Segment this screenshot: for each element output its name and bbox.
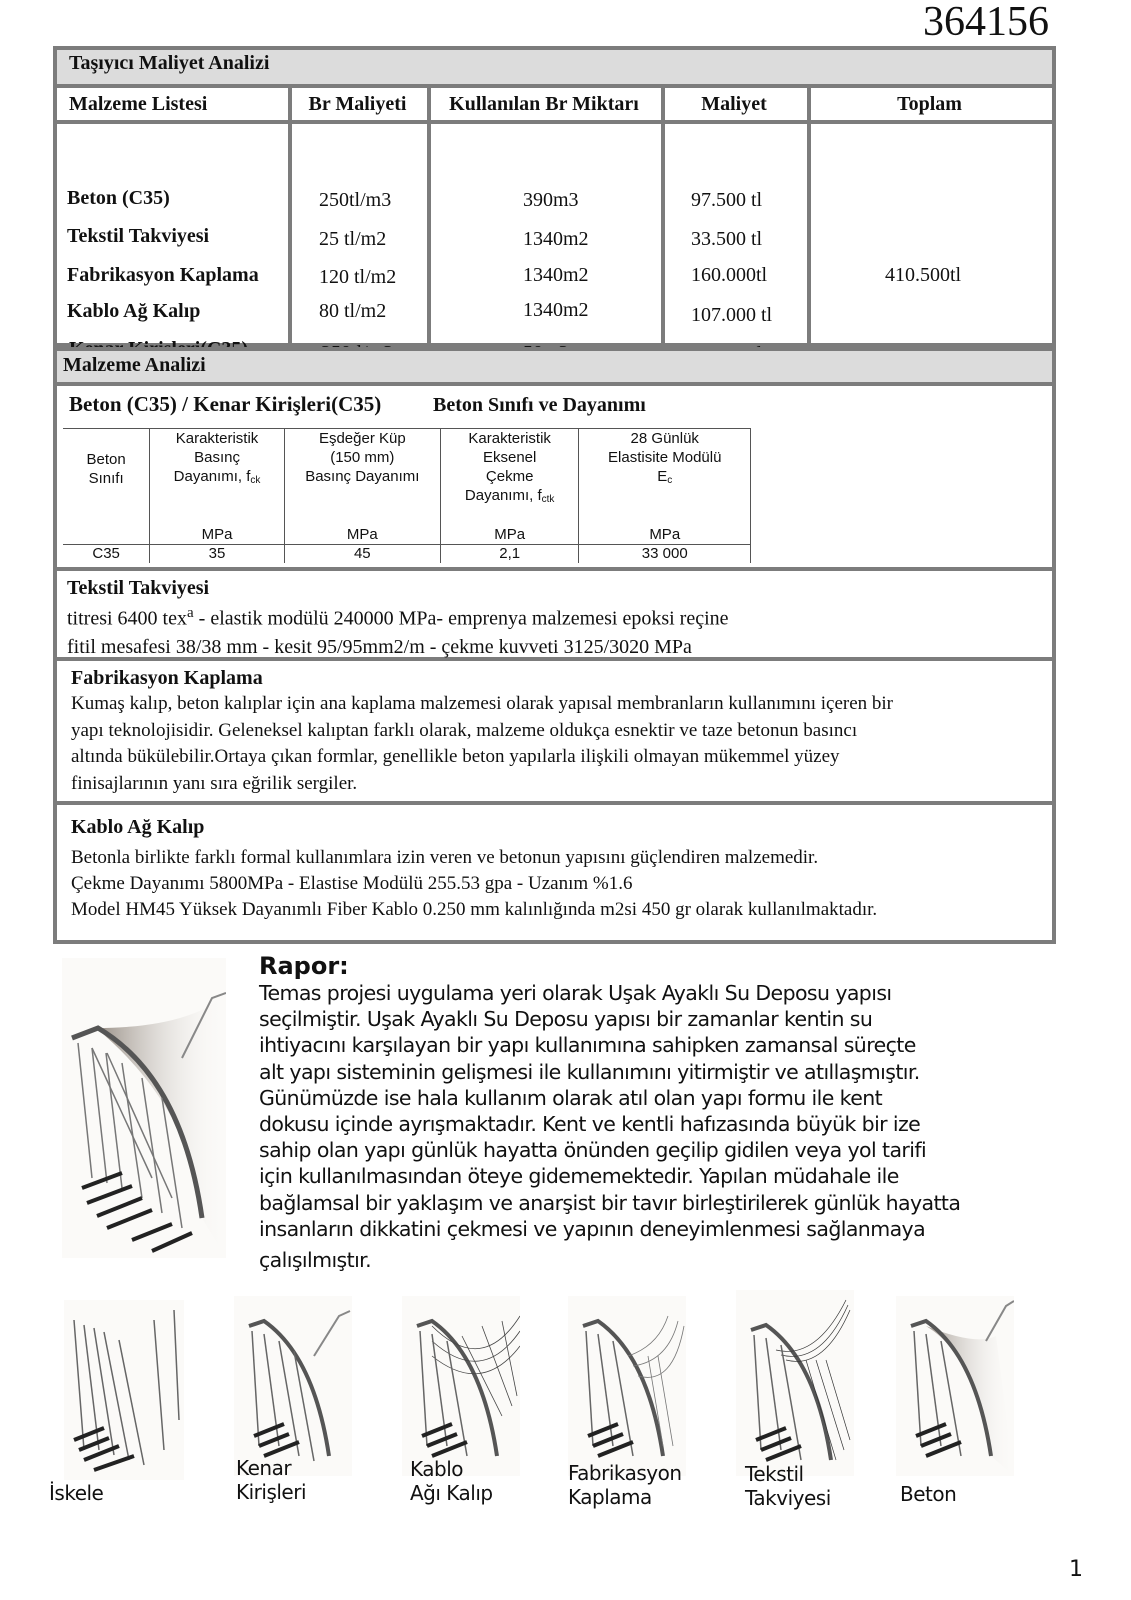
quantity: 1340m2: [523, 228, 589, 250]
cost-analysis-table: [53, 46, 1056, 347]
header-class: Beton Sınıfı: [63, 429, 150, 545]
stage-render-cable-net: [402, 1296, 520, 1476]
header-fctk: Karakteristik Eksenel Çekme Dayanımı, $f_{ctk}$ MPa: [440, 429, 579, 545]
fabric-heading: Fabrikasyon Kaplama: [71, 667, 263, 689]
stage-label-cable-net: Kablo Ağı Kalıp: [410, 1457, 493, 1505]
document-number: 364156: [923, 0, 1049, 45]
cost: 33.500 tl: [691, 228, 763, 250]
concrete-section: [57, 386, 1052, 571]
header-cube: Eşdeğer Küp (150 mm) Basınç Dayanımı MPa: [284, 429, 440, 545]
column-header: Kullanılan Br Miktarı: [427, 88, 661, 124]
material-name: Fabrikasyon Kaplama: [67, 264, 259, 286]
quantity: 1340m2: [523, 264, 589, 286]
textile-heading: Tekstil Takviyesi: [67, 577, 210, 599]
unit-cost: 120 tl/m2: [319, 266, 397, 288]
report-body: Temas projesi uygulama yeri olarak Uşak Ayaklı Su Deposu yapısı seçilmiştir. Uşak Ayaklı Su Deposu yapısı bir zamanlar kentin su ihtiyacını karşılayan bir yapı kullanımına sahipken zamansal süreçte alt yapı sisteminin gelişmesi ile kullanımını yitirmiştir ve atıllaşmıştır. Günümüzde ise hala kullanım olarak atıl olan yapı formu ile kent dokusu içinde ayrışmaktadır. Kent ve kentli hafızasında büyük bir ize sahip olan yapı günlük hayatta önünden geçilip gidilen veya yol tarifi için kullanılmasından öteye gidememektedir. Yapılan müdahale ile bağlamsal bir yaklaşım ve anarşist bir tavır birleştirilerek günlük hayatta insanların dikkatini çekmesi ve yapının deneyimlenmesi sağlanmaya çalışılmıştır.: [259, 981, 961, 1273]
unit-cost: 25 tl/m2: [319, 228, 387, 250]
cable-section: [57, 805, 1052, 923]
stage-render-textile: [736, 1290, 854, 1476]
concrete-strength-table: [63, 428, 751, 563]
unit-cost: 250tl/m3: [319, 189, 392, 211]
stage-label-scaffold: İskele: [49, 1481, 104, 1505]
stage-label-textile: Tekstil Takviyesi: [745, 1462, 831, 1510]
stage-label-fabric: Fabrikasyon Kaplama: [568, 1461, 682, 1509]
cost: 107.000 tl: [691, 304, 773, 326]
material-analysis-panel: [53, 347, 1056, 944]
header-fck: Karakteristik Basınç Dayanımı, $f_{ck}$ MPa: [150, 429, 285, 545]
stage-label-concrete: Beton: [900, 1482, 957, 1506]
page-number: 1: [1069, 1557, 1083, 1582]
column-header: Toplam: [807, 88, 1052, 124]
report-title: Rapor:: [259, 952, 349, 980]
cost: 97.500 tl: [691, 189, 763, 211]
material-name: Beton (C35): [67, 187, 170, 209]
concrete-subheading: Beton Sınıfı ve Dayanımı: [433, 394, 646, 416]
cable-description: Betonla birlikte farklı formal kullanımlara izin veren ve betonun yapısını güçlendiren malzemedir. Çekme Dayanımı 5800MPa - Elastise Modülü 255.53 gpa - Uzanım %1.6 Model HM45 Yüksek Dayanımlı Fiber Kablo 0.250 mm kalınlığında m2si 450 gr olarak kullanılmaktadır.: [71, 847, 878, 920]
column-header: Br Maliyeti: [288, 88, 427, 124]
quantity: 390m3: [523, 189, 579, 211]
total-cost: 410.500tl: [885, 264, 962, 286]
cable-heading: Kablo Ağ Kalıp: [71, 816, 205, 838]
stage-render-edge-beams: [234, 1296, 352, 1476]
stage-render-concrete: [896, 1296, 1014, 1476]
column-header: Malzeme Listesi: [57, 88, 288, 124]
cost-analysis-title: Taşıyıcı Maliyet Analizi: [57, 50, 1052, 88]
quantity: 1340m2: [523, 299, 589, 321]
cost: 160.000tl: [691, 264, 768, 286]
column-total: [807, 88, 1052, 346]
material-analysis-title: Malzeme Analizi: [57, 351, 1052, 386]
material-name: Tekstil Takviyesi: [67, 225, 210, 247]
material-name: Kablo Ağ Kalıp: [67, 300, 201, 322]
structure-render-image: [62, 958, 226, 1258]
stage-render-scaffold: [64, 1300, 184, 1480]
stage-render-fabric: [568, 1296, 686, 1476]
concrete-heading: Beton (C35) / Kenar Kirişleri(C35): [69, 392, 382, 416]
stage-label-edge-beams: Kenar Kirişleri: [236, 1456, 307, 1504]
textile-section: [57, 571, 1052, 661]
fabric-section: [57, 661, 1052, 805]
unit-cost: 80 tl/m2: [319, 300, 387, 322]
fabric-description: Kumaş kalıp, beton kalıplar için ana kaplama malzemesi olarak yapısal membranların kullanımını içeren bir yapı teknolojisidir. Geleneksel kalıptan farklı olarak, malzeme oldukça esnektir ve taze betonun basıncı altında bükülebilir.Ortaya çıkan formlar, genellikle beton yapılarla ilişkili olmayan mükemmel yüzey finisajlarının yanı sıra eğrilik sergiler.: [71, 693, 893, 794]
table-row: C35 35 45 2,1 33 000: [63, 545, 751, 564]
textile-specs: titresi 6400 tex$^a$ - elastik modülü 240000 MPa- emprenya malzemesi epoksi reçine fitil mesafesi 38/38 mm - kesit 95/95mm2/m - çekme kuvveti 3125/3020 MPa: [67, 605, 729, 658]
header-ec: 28 Günlük Elastisite Modülü $E_c$ MPa: [579, 429, 751, 545]
column-header: Maliyet: [661, 88, 807, 124]
